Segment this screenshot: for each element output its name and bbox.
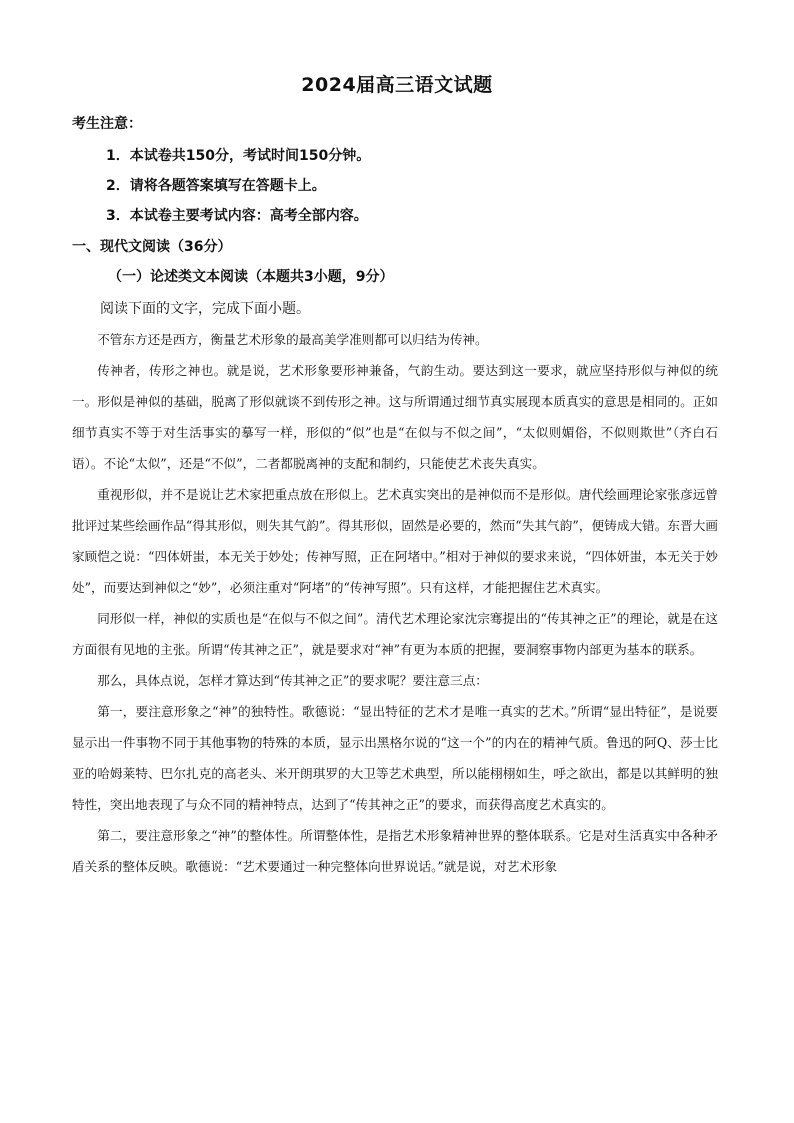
passage-paragraph: 那么，具体点说，怎样才算达到“传其神之正”的要求呢？要注意三点：: [97, 673, 488, 688]
notice-item: 1．本试卷共150分，考试时间150分钟。: [106, 148, 371, 164]
notice-item: 3．本试卷主要考试内容：高考全部内容。: [106, 208, 368, 224]
passage-paragraph: 不管东方还是西方，衡量艺术形象的最高美学准则都可以归结为传神。: [97, 332, 488, 347]
passage-paragraph: 同形似一样，神似的实质也是“在似与不似之间”。清代艺术理论家沈宗骞提出的“传其神之正”的理论，就是在这方面很有见地的主张。所谓“传其神之正”，就是要求对“神”有更为本质的把握，要洞察事物内部更为基本的联系。: [72, 611, 718, 657]
notice-item: 2．请将各题答案填写在答题卡上。: [106, 178, 326, 194]
passage-paragraph: 第一，要注意形象之“神”的独特性。歌德说：“显出特征的艺术才是唯一真实的艺术。”所谓“显出特征”，是说要显示出一件事物不同于其他事物的特殊的本质，显示出黑格尔说的“这一个”的内在的精神气质。鲁迅的阿Q、莎士比亚的哈姆莱特、巴尔扎克的高老头、米开朗琪罗的大卫等艺术典型，所以能栩栩如生，呼之欲出，都是以其鲜明的独特性，突出地表现了与众不同的精神特点，达到了“传其神之正”的要求，而获得高度艺术真实的。: [72, 704, 718, 812]
reading-passage: [72, 324, 718, 882]
subsection-heading: （一）论述类文本阅读（本题共3小题，9分）: [108, 269, 394, 285]
page-title: 2024届高三语文试题: [301, 74, 493, 96]
passage-paragraph: 传神者，传形之神也。就是说，艺术形象要形神兼备，气韵生动。要达到这一要求，就应坚持形似与神似的统一。形似是神似的基础，脱离了形似就谈不到传形之神。这与所谓通过细节真实展现本质真实的意思是相同的。正如细节真实不等于对生活事实的摹写一样，形似的“似”也是“在似与不似之间”，“太似则媚俗，不似则欺世”（齐白石语）。不论“太似”，还是“不似”，二者都脱离神的支配和制约，只能使艺术丧失真实。: [72, 363, 718, 471]
notice-heading: 考生注意：: [72, 116, 142, 132]
reading-instruction: 阅读下面的文字，完成下面小题。: [100, 301, 310, 317]
section-heading: 一、现代文阅读（36分）: [72, 239, 232, 255]
passage-paragraph: 第二，要注意形象之“神”的整体性。所谓整体性，是指艺术形象精神世界的整体联系。它是对生活真实中各种矛盾关系的整体反映。歌德说：“艺术要通过一种完整体向世界说话。”就是说，对艺术形象: [72, 828, 718, 874]
passage-paragraph: 重视形似，并不是说让艺术家把重点放在形似上。艺术真实突出的是神似而不是形似。唐代绘画理论家张彦远曾批评过某些绘画作品“得其形似，则失其气韵”。得其形似，固然是必要的，然而“失其气韵”，便铸成大错。东晋大画家顾恺之说：“四体妍蚩，本无关于妙处；传神写照，正在阿堵中。”相对于神似的要求来说，“四体妍蚩，本无关于妙处”，而要达到神似之“妙”，必须注重对“阿堵”的“传神写照”。只有这样，才能把握住艺术真实。: [72, 487, 718, 595]
